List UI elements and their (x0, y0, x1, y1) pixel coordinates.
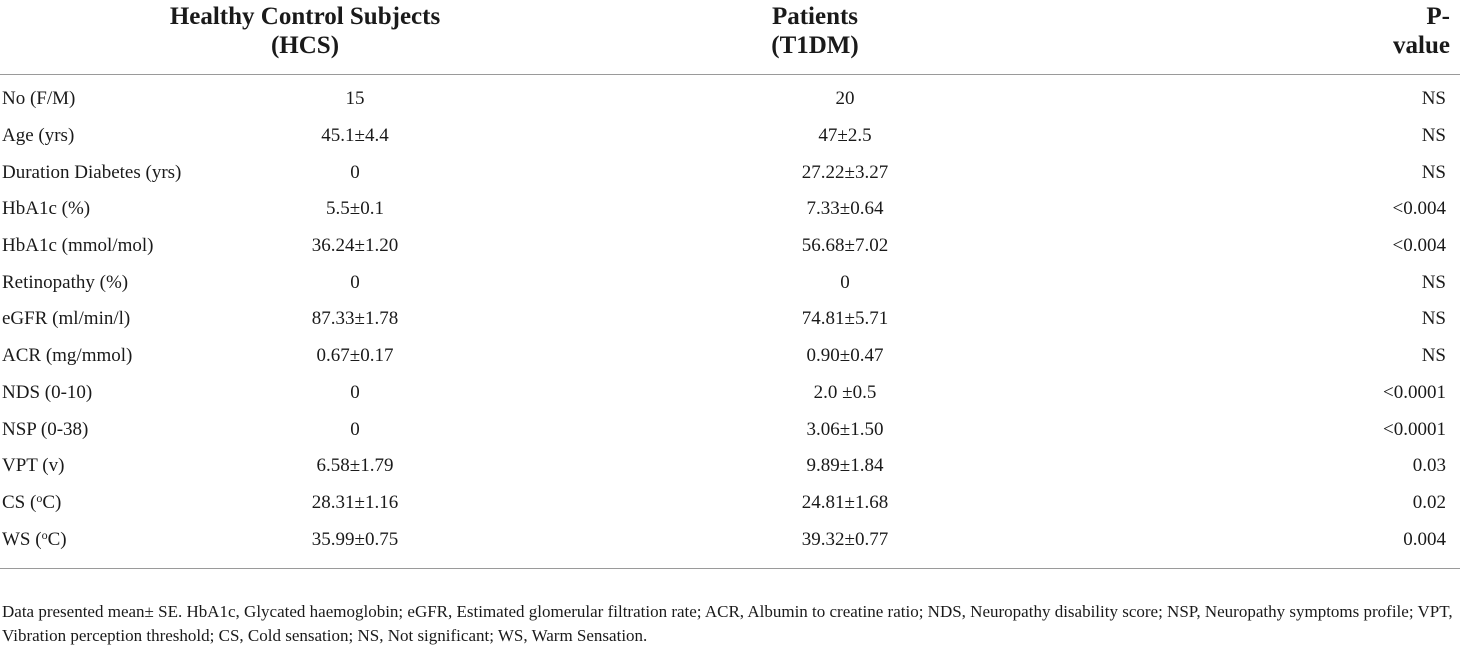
cell-patients (750, 411, 1380, 448)
cell-patients (750, 448, 1380, 485)
row-label: HbA1c (%) (2, 198, 91, 220)
cell-pvalue: NS (1421, 125, 1446, 147)
cell-hcs (311, 485, 750, 522)
cell-hcs (316, 448, 750, 485)
table-row (0, 448, 1460, 485)
row-label: ACR (mg/mmol) (2, 345, 133, 367)
table-row (0, 264, 1460, 301)
row-label: Retinopathy (%) (2, 271, 129, 293)
row-label: eGFR (ml/min/l) (2, 308, 131, 330)
cell-patients-value: 0.90±0.47 (806, 345, 884, 367)
cell-hcs-value: 0 (350, 271, 360, 293)
cell-pvalue: NS (1421, 88, 1446, 110)
table-row (0, 521, 1460, 568)
cell-hcs (350, 411, 750, 448)
cell-hcs-value: 5.5±0.1 (326, 198, 384, 220)
cell-patients-value: 3.06±1.50 (806, 418, 884, 440)
row-label: NSP (0-38) (2, 418, 89, 440)
cell-patients (750, 338, 1380, 375)
cell-hcs-value: 87.33±1.78 (311, 308, 399, 330)
cell-hcs-value: 15 (345, 88, 365, 110)
table-row (0, 154, 1460, 191)
row-label: Duration Diabetes (yrs) (2, 161, 182, 183)
table-footnote: Data presented mean± SE. HbA1c, Glycated haemoglobin; eGFR, Estimated glomerular filtration rate; ACR, Albumin to creatine ratio; NDS, Neuropathy disability score; NSP, Neuropathy symptoms profile; VPT, Vibration perception threshold; CS, Cold sensation; NS, Not significant; WS, Warm Sensation. (2, 602, 1453, 645)
cell-pvalue: 0.03 (1412, 455, 1446, 477)
cell-patients-value: 24.81±1.68 (801, 491, 889, 513)
cell-patients (750, 375, 1380, 412)
cell-patients-value: 20 (835, 88, 855, 110)
header-pvalue-line2: value (1393, 32, 1450, 59)
cell-hcs (311, 521, 750, 568)
cell-patients-value: 56.68±7.02 (801, 235, 889, 257)
table-row (0, 338, 1460, 375)
cell-patients (750, 485, 1380, 522)
cell-patients-value: 9.89±1.84 (806, 455, 884, 477)
table-row (0, 191, 1460, 228)
header-row (0, 0, 1460, 75)
cell-hcs-value: 6.58±1.79 (316, 455, 394, 477)
cell-pvalue: NS (1421, 161, 1446, 183)
row-label-prefix: CS ( (2, 491, 37, 513)
cell-hcs (311, 228, 750, 265)
cell-pvalue: 0.02 (1412, 491, 1446, 513)
cell-patients (750, 118, 1380, 155)
cell-patients (750, 191, 1380, 228)
row-label: HbA1c (mmol/mol) (2, 235, 154, 257)
cell-patients-value: 0 (840, 271, 850, 293)
row-label-suffix: C) (47, 528, 67, 550)
header-pvalue-text (1380, 2, 1450, 60)
header-hcs (169, 0, 750, 75)
row-label: No (F/M) (2, 88, 76, 110)
cell-pvalue: 0.004 (1380, 521, 1460, 568)
cell-patients (750, 264, 1380, 301)
header-patients-line1: Patients (771, 3, 859, 30)
cell-hcs (350, 264, 750, 301)
cell-hcs (326, 191, 750, 228)
cell-pvalue: <0.0001 (1383, 418, 1446, 440)
cell-hcs-value: 45.1±4.4 (321, 125, 389, 147)
header-patients-line2: (T1DM) (771, 32, 859, 59)
cell-patients (750, 521, 1380, 568)
cell-hcs-value: 0.67±0.17 (316, 345, 394, 367)
cell-hcs (321, 118, 750, 155)
row-label: Age (yrs) (2, 125, 75, 147)
cell-pvalue: NS (1421, 271, 1446, 293)
cell-hcs (345, 75, 750, 118)
table-row (0, 228, 1460, 265)
cell-hcs-value: 28.31±1.16 (311, 491, 399, 513)
header-hcs-text (135, 2, 475, 60)
row-label-prefix: WS ( (2, 528, 42, 550)
header-pvalue-line1: P- (1426, 3, 1450, 30)
cell-pvalue: NS (1421, 308, 1446, 330)
table-row (0, 75, 1460, 118)
table-header (0, 0, 1460, 75)
cell-hcs-value: 0 (350, 418, 360, 440)
table-row (0, 301, 1460, 338)
cell-pvalue: <0.004 (1392, 235, 1446, 257)
table-row (0, 118, 1460, 155)
table-row (0, 411, 1460, 448)
header-patients (750, 0, 1380, 75)
cell-hcs-value: 36.24±1.20 (311, 235, 399, 257)
cell-patients-value: 27.22±3.27 (801, 161, 889, 183)
cell-patients (750, 154, 1380, 191)
header-patients-text (715, 2, 915, 60)
cell-patients (750, 228, 1380, 265)
cell-hcs (316, 338, 750, 375)
row-label-suffix: C) (42, 491, 62, 513)
cell-hcs-value: 0 (350, 381, 360, 403)
cell-patients-value: 7.33±0.64 (806, 198, 884, 220)
cell-patients-value: 74.81±5.71 (801, 308, 889, 330)
cell-hcs (350, 375, 750, 412)
cell-hcs (350, 154, 750, 191)
cell-hcs-value: 0 (350, 161, 360, 183)
table-row (0, 375, 1460, 412)
cell-patients-value: 2.0 ±0.5 (813, 381, 877, 403)
table-row (0, 485, 1460, 522)
cell-pvalue: NS (1421, 345, 1446, 367)
cell-hcs (311, 301, 750, 338)
cell-patients-value: 39.32±0.77 (801, 528, 889, 550)
row-label-superscript: o (41, 527, 48, 542)
cell-hcs-value: 35.99±0.75 (311, 528, 399, 550)
row-label-superscript: o (36, 490, 43, 505)
row-label: VPT (v) (2, 455, 65, 477)
cell-patients (750, 301, 1380, 338)
table-body (0, 75, 1460, 569)
cell-patients (750, 75, 1380, 118)
cell-pvalue: <0.004 (1392, 198, 1446, 220)
header-hcs-line1: Healthy Control Subjects (169, 3, 441, 30)
header-hcs-line2: (HCS) (270, 32, 340, 59)
header-pvalue (1380, 0, 1460, 75)
cell-pvalue: <0.0001 (1383, 381, 1446, 403)
row-label: NDS (0-10) (2, 381, 93, 403)
cell-patients-value: 47±2.5 (818, 125, 872, 147)
